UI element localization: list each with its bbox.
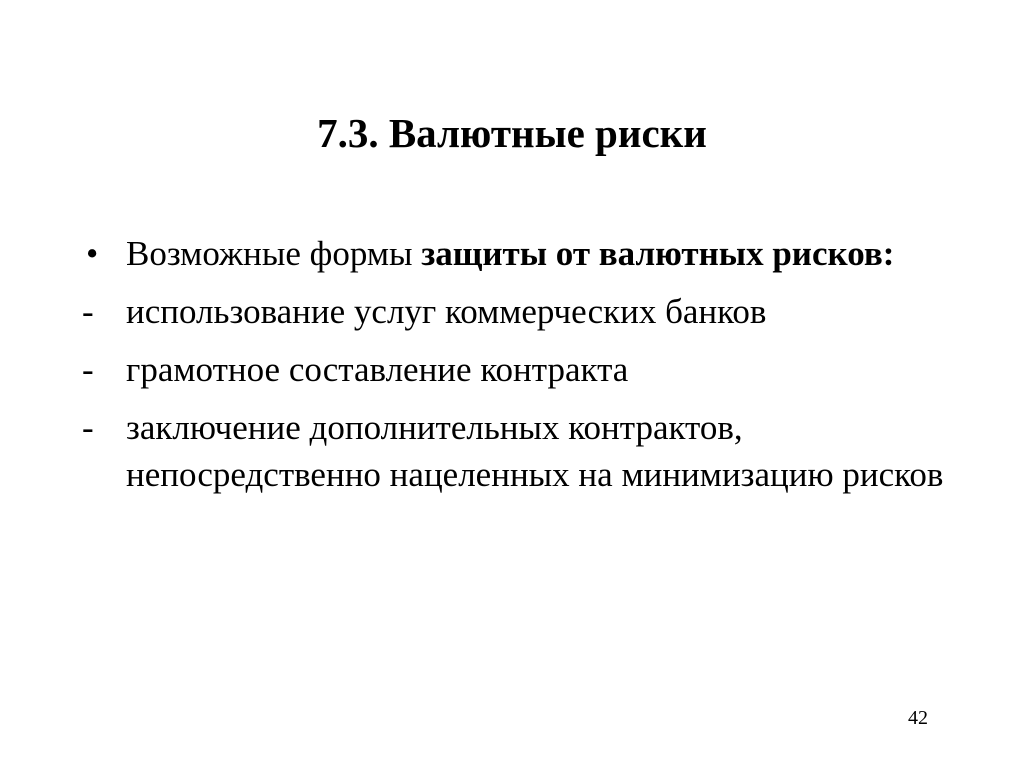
- page-number: 42: [908, 707, 928, 729]
- item-text: заключение дополнительных контрактов, непосредственно нацеленных на минимизацию рисков: [126, 408, 944, 494]
- slide-content: [82, 230, 962, 509]
- bullet-marker: •: [86, 234, 99, 273]
- dash-marker: -: [82, 292, 94, 331]
- dash-item-contract: [82, 346, 962, 393]
- dash-marker: -: [82, 408, 94, 447]
- dash-item-additional-contracts: [82, 404, 962, 498]
- item-text: использование услуг коммерческих банков: [126, 292, 767, 331]
- intro-text: Возможные формы: [126, 234, 422, 273]
- bullet-item-intro: [82, 230, 962, 277]
- item-text: грамотное составление контракта: [126, 350, 629, 389]
- slide-title: 7.3. Валютные риски: [317, 110, 707, 156]
- intro-emphasis: защиты от валютных рисков:: [421, 234, 895, 273]
- dash-item-banks: [82, 288, 962, 335]
- dash-marker: -: [82, 350, 94, 389]
